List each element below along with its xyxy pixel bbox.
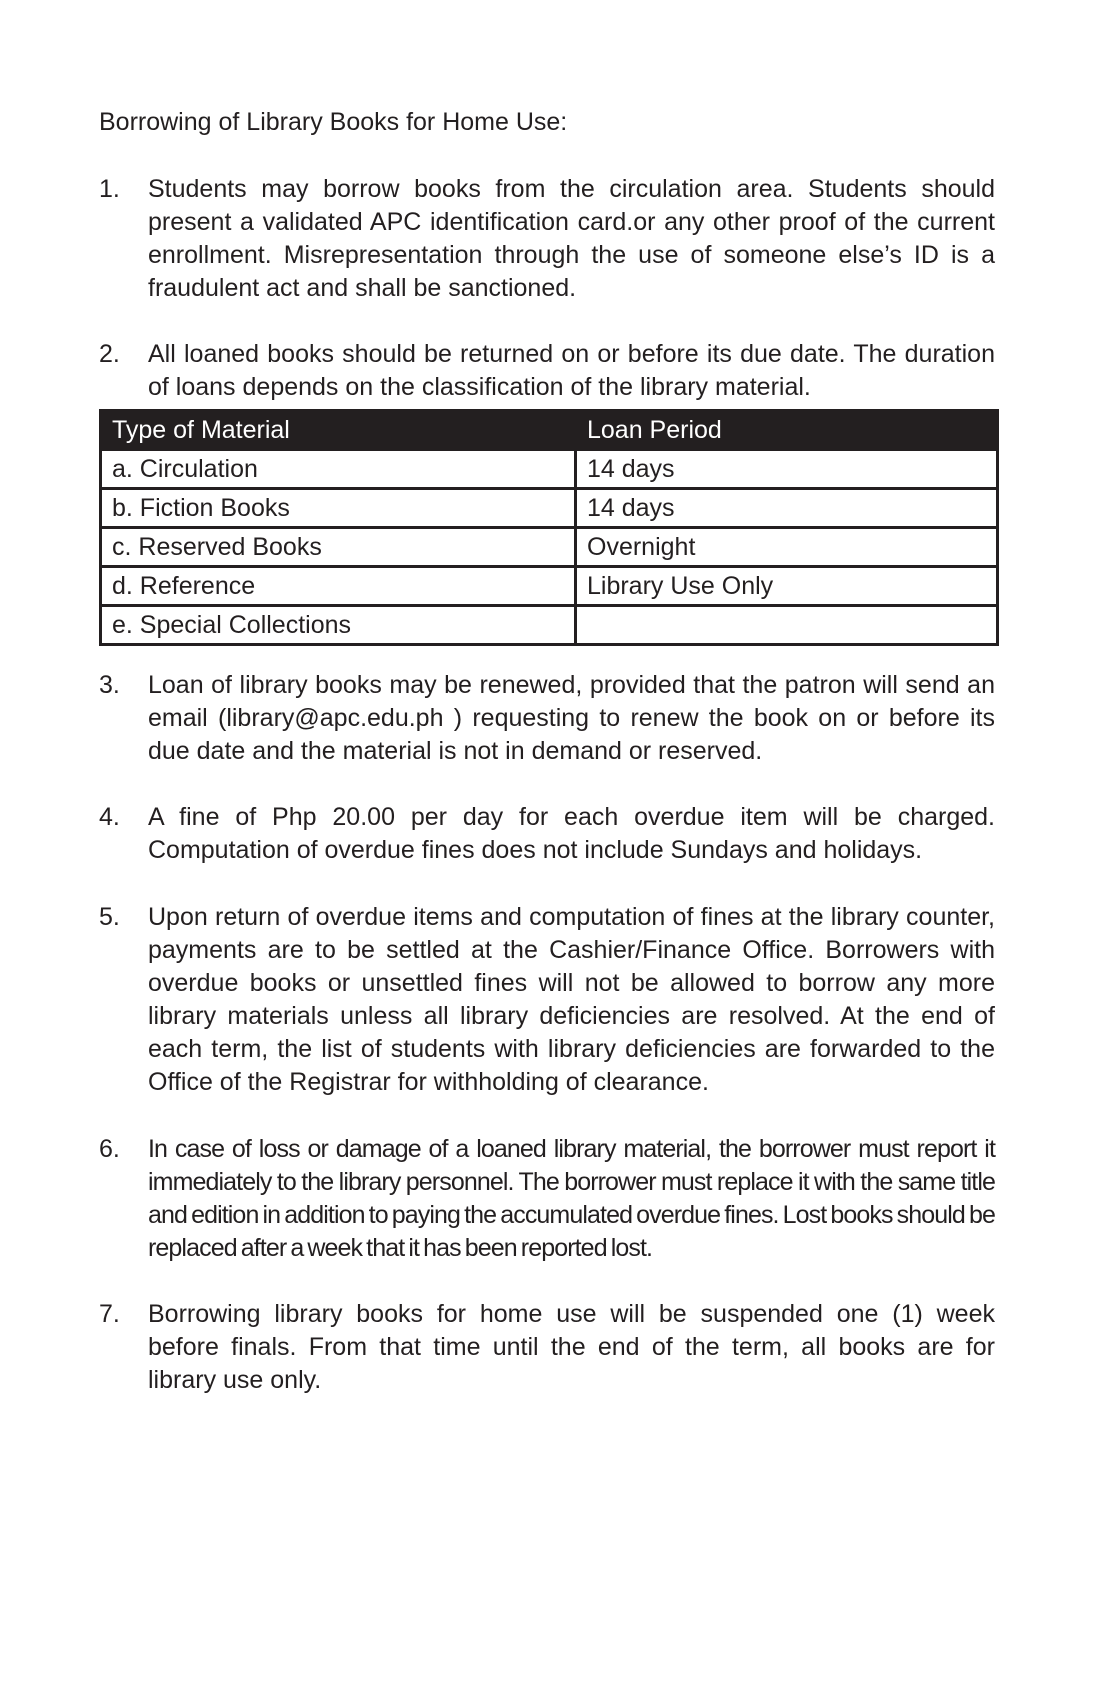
list-item-number: 1. — [99, 175, 120, 203]
loan-period-table — [99, 409, 999, 646]
column-header-type: Type of Material — [101, 411, 576, 450]
loan-period-cell: Overnight — [576, 528, 998, 567]
loan-period-cell — [576, 606, 998, 645]
section-heading: Borrowing of Library Books for Home Use: — [99, 108, 568, 136]
list-item-text: Borrowing library books for home use will be suspended one (1) week before finals. From that time until the end of the term, all books are for library use only. — [148, 1300, 995, 1394]
list-item-text: Upon return of overdue items and computation of fines at the library counter, payments are to be settled at the Cashier/Finance Office. Borrowers with overdue books or unsettled fines will not be allowed to borrow any more library materials unless all library deficiencies are resolved. At the end of each term, the list of students with library deficiencies are forwarded to the Office of the Registrar for withholding of clearance. — [148, 903, 995, 1096]
list-item-text: Loan of library books may be renewed, provided that the patron will send an email (library@apc.edu.ph ) requesting to renew the book on or before its due date and the material is not in demand or reserved. — [148, 671, 995, 765]
list-item-number: 6. — [99, 1135, 120, 1163]
material-type-cell: a. Circulation — [101, 450, 576, 489]
list-item-3 — [99, 669, 995, 768]
table-row — [101, 567, 998, 606]
list-item-7 — [99, 1298, 995, 1397]
column-header-period: Loan Period — [576, 411, 998, 450]
loan-period-cell: Library Use Only — [576, 567, 998, 606]
list-item-4 — [99, 801, 995, 867]
list-item-number: 4. — [99, 803, 120, 831]
material-type-cell: e. Special Collections — [101, 606, 576, 645]
table-row — [101, 606, 998, 645]
loan-period-cell: 14 days — [576, 489, 998, 528]
list-item-text: In case of loss or damage of a loaned library material, the borrower must report it immediately to the library personnel. The borrower must replace it with the same title and edition in addition to paying the accumulated overdue fines. Lost books should be replaced after a week that it has been reported lost. — [148, 1135, 995, 1262]
list-item-text: A fine of Php 20.00 per day for each overdue item will be charged. Computation of overdue fines does not include Sundays and holidays. — [148, 803, 995, 864]
table-row — [101, 450, 998, 489]
loan-period-cell: 14 days — [576, 450, 998, 489]
table-row — [101, 489, 998, 528]
list-item-text: All loaned books should be returned on or before its due date. The duration of loans depends on the classification of the library material. — [148, 340, 995, 401]
table-header-row — [101, 411, 998, 450]
list-item-5 — [99, 901, 995, 1099]
material-type-cell: d. Reference — [101, 567, 576, 606]
list-item-number: 3. — [99, 671, 120, 699]
material-type-cell: b. Fiction Books — [101, 489, 576, 528]
list-item-1 — [99, 173, 995, 305]
list-item-number: 5. — [99, 903, 120, 931]
list-item-6 — [99, 1133, 995, 1265]
list-item-number: 2. — [99, 340, 120, 368]
list-item-2 — [99, 338, 995, 404]
list-item-text: Students may borrow books from the circulation area. Students should present a validated APC identification card.or any other proof of the current enrollment. Misrepresentation through the use of someone else’s ID is a fraudulent act and shall be sanctioned. — [148, 175, 995, 302]
table-row — [101, 528, 998, 567]
material-type-cell: c. Reserved Books — [101, 528, 576, 567]
list-item-number: 7. — [99, 1300, 120, 1328]
